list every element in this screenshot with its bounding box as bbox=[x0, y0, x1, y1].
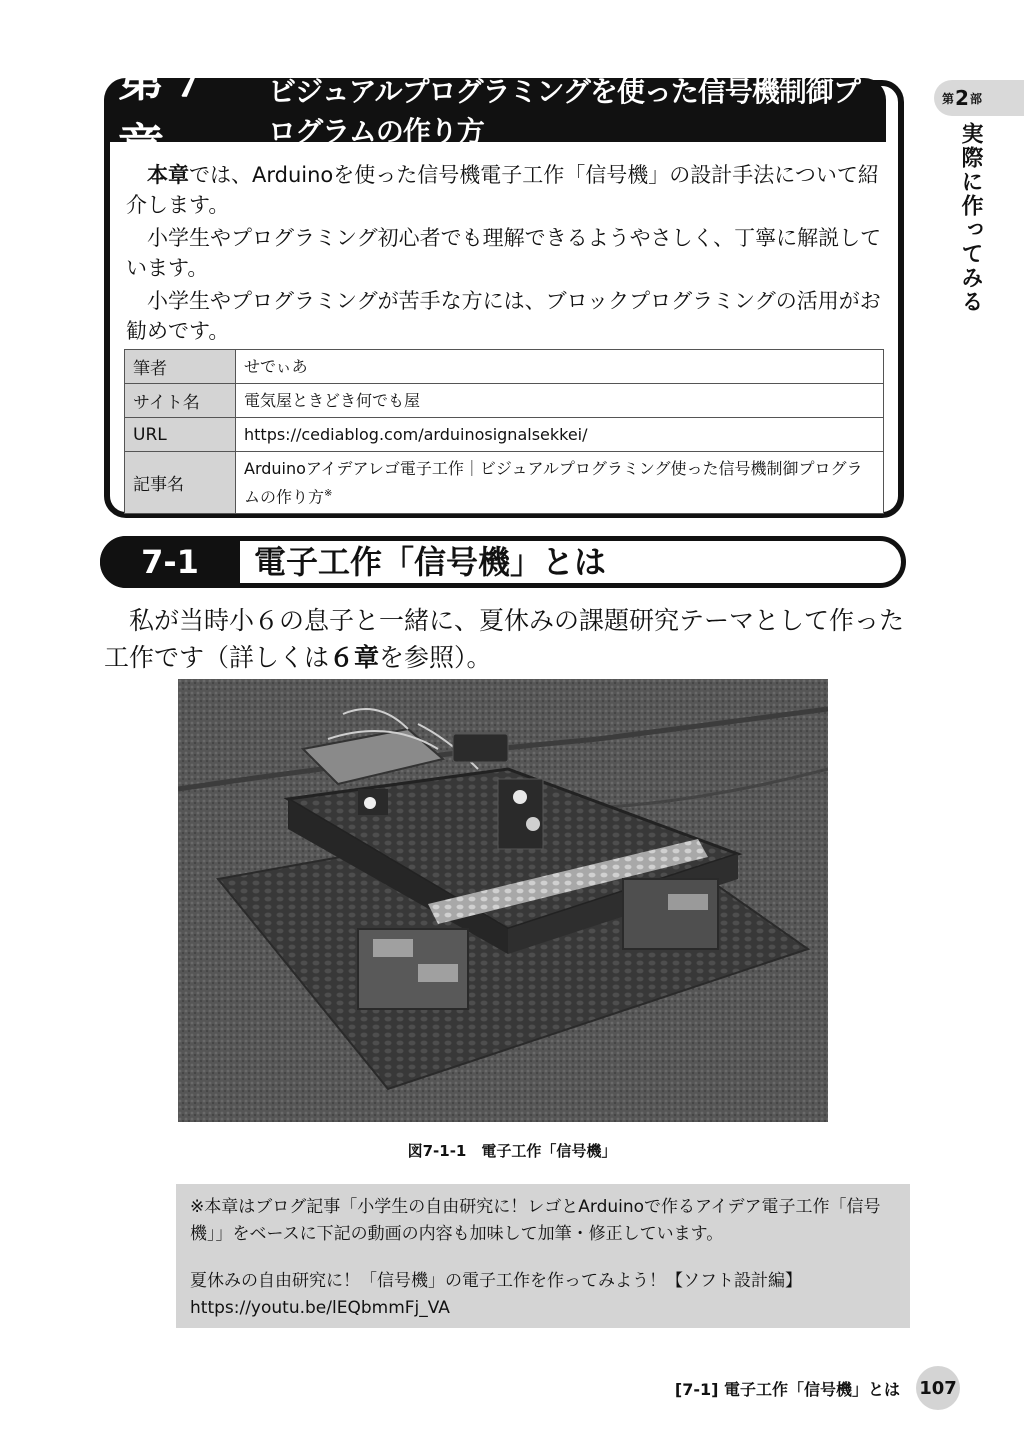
page-number: 107 bbox=[916, 1366, 960, 1410]
footnote-mark: ※ bbox=[324, 488, 333, 499]
chapter-number: 第７章 bbox=[118, 53, 214, 173]
part-number: 2 bbox=[955, 86, 969, 110]
note-line-2: 夏休みの自由研究に！「信号機」の電子工作を作ってみよう！【ソフト設計編】 bbox=[190, 1271, 802, 1291]
intro-bold: 本章 bbox=[147, 163, 189, 187]
section-body bbox=[104, 602, 904, 676]
part-tab bbox=[934, 80, 1024, 116]
article-title: Arduinoアイデアレゴ電子工作｜ビジュアルプログラミング使った信号機制御プログラムの作り方 bbox=[244, 459, 863, 507]
chapter-intro bbox=[126, 160, 886, 349]
lego-signal-photo bbox=[178, 679, 828, 1122]
info-value: 電気屋ときどき何でも屋 bbox=[236, 384, 884, 418]
intro-paragraph-1 bbox=[126, 160, 886, 220]
info-key: 記事名 bbox=[125, 452, 236, 514]
note-box bbox=[176, 1184, 910, 1328]
table-row bbox=[125, 350, 884, 384]
running-footer: [7-1] 電子工作「信号機」とは bbox=[674, 1380, 900, 1399]
section-title: 電子工作「信号機」とは bbox=[254, 543, 607, 581]
info-key: 筆者 bbox=[125, 350, 236, 384]
part-suffix: 部 bbox=[969, 91, 982, 106]
intro-paragraph-3: 小学生やプログラミングが苦手な方には、ブロックプログラミングの活用がお勧めです。 bbox=[126, 289, 881, 343]
section-number: 7-1 bbox=[100, 536, 240, 588]
info-value bbox=[236, 452, 884, 514]
note-line-1: ※本章はブログ記事「小学生の自由研究に！レゴとArduinoで作るアイデア電子工作「信号機」」をベースに下記の動画の内容も加味して加筆・修正しています。 bbox=[190, 1197, 881, 1244]
info-value: せでぃあ bbox=[236, 350, 884, 384]
part-prefix: 第 bbox=[942, 91, 955, 106]
table-row bbox=[125, 452, 884, 514]
body-paragraph bbox=[104, 602, 904, 676]
body-bold: ６章 bbox=[329, 643, 380, 672]
intro-paragraph-2: 小学生やプログラミング初心者でも理解できるようやさしく、丁寧に解説しています。 bbox=[126, 226, 882, 280]
article-info-table bbox=[124, 349, 884, 514]
part-title: 実際に作ってみる bbox=[958, 122, 983, 314]
table-row bbox=[125, 418, 884, 452]
chapter-title: ビジュアルプログラミングを使った信号機制御プログラムの作り方 bbox=[268, 75, 860, 148]
intro-text-1: では、Arduinoを使った信号機電子工作「信号機」の設計手法について紹介します。 bbox=[126, 163, 879, 217]
figure-caption: 図7-1-1 電子工作「信号機」 bbox=[407, 1142, 617, 1160]
body-text-b: を参照）。 bbox=[379, 643, 492, 672]
info-key: サイト名 bbox=[125, 384, 236, 418]
body-text-a: 私が当時小６の息子と一緒に、夏休みの課題研究テーマとして作った工作です（詳しくは bbox=[104, 606, 905, 672]
chapter-header bbox=[104, 53, 886, 173]
info-key: URL bbox=[125, 418, 236, 452]
table-row bbox=[125, 384, 884, 418]
note-url[interactable]: https://youtu.be/lEQbmmFj_VA bbox=[190, 1298, 450, 1318]
info-url[interactable]: https://cediablog.com/arduinosignalsekkei/ bbox=[236, 418, 884, 452]
figure-photo bbox=[178, 679, 828, 1122]
